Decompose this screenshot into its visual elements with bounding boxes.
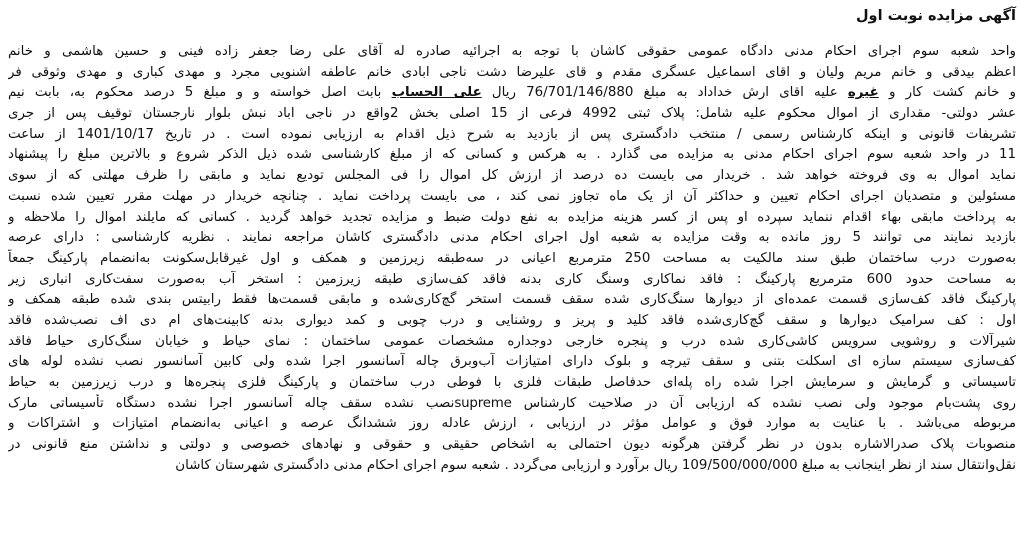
body-line: تاسیساتی و گرمایش و سرمایش اجرا شده راه پله‌ای حدفاصل طبقات فلزی با فوطی درب ساختمان و پارکینگ فلزی پنجره‌ها و درب زیرزمین به حیاط xyxy=(8,375,1016,390)
body-line: به پرداخت مابقی بهاء اقدام ننماید سپرده او پس از کسر هزینه مزایده به نفع دولت ضبط و مزایده تجدید خواهد گردید . کسانی که مایلند اموال را ملاحظه و xyxy=(8,209,1016,225)
body-line: نماید اموال به وی فروخته خواهد شد . خریدار می بایست ده درصد از ارزش کل اموال را فی المجلس تودیع نماید و مابقی را ظرف مهلتی که از سوی xyxy=(8,168,1016,184)
body-line: به مساحت حدود 600 مترمربع پارکینگ : فاقد نماکاری و‌سنگ کاری بدنه فاقد کف‌سازی طبقه زیرزمین : استخر آب به‌صورت سفت‌کاری انباری زیر xyxy=(8,271,1016,287)
notice-title: آگهی مزایده نوبت اول xyxy=(855,8,1016,24)
body-line: واحد شعبه سوم اجرای احکام مدنی دادگاه عمومی حقوقی کاشان با توجه به اجرائیه صادره له آقای علی رضا جعفر زاده فینی و حسین هاشمی و خانم xyxy=(8,44,1016,59)
body-line: شیرآلات و روشویی سرویس کاشی‌کاری شده درب و پنجره خارجی دوجداره مشخصات عمومی ساختمان : نمای حیاط و خیابان سنگ‌کاری حیاط فاقد xyxy=(8,333,1016,349)
body-line: مسئولین و متصدیان اجرای احکام تعیین و حداکثر آن از یک ماه تجاوز نمی کند ، می بایست پرداخت نماید . چنانچه خریدار در مهلت مقرر تعیین شده نسبت xyxy=(8,188,1016,204)
body-line: منصوبات پلاک صدرالاشاره بدون در نظر گرفتن هرگونه دیون احتمالی به اشخاص حقیقی و حقوقی و نهادهای خصوصی و دولتی و نداشتن منع قانونی در xyxy=(8,437,1016,453)
body-line: پارکینگ فاقد کف‌سازی قسمت عمده‌ای از دیوارها سنگ‌کاری شده سقف قسمت استخر گچ‌کاری‌شده و مابقی قسمت‌ها فقط رابیتس بندی شده طبقه همکف و xyxy=(8,292,1016,308)
body-line: به‌صورت درب ساختمان طبق سند مالکیت به مساحت 250 مترمربع اعیانی در سه‌طبقه زیرزمین و همکف و اول غیرقابل‌سکونت به‌انضمام پارکینگ جمعاً xyxy=(8,250,1016,266)
body-line: روی پشت‌بام موجود ولی نصب نشده که ارزیابی آن در صلاحیت کارشناس supremeنصب نشده سقف چاله آسانسور اجرا نشده دستگاه تأسیساتی مارک xyxy=(8,395,1016,411)
body-line: اول : کف سرامیک دیوارها و سقف گچ‌کاری‌شده فاقد کلید و پریز و روشنایی و درب چوبی و کمد دیواری بدنه کابینت‌های ام دی اف نصب‌شده فاقد xyxy=(8,312,1016,328)
body-line: بازدید نمایند می توانند 5 روز مانده به وقت مزایده به شعبه اول اجرای احکام مدنی دادگستری کاشان مراجعه نمایند . نظریه کارشناسی : دارای عرصه xyxy=(8,230,1016,246)
notice-body xyxy=(8,42,1016,476)
emphasis-text: غیره xyxy=(847,85,879,101)
body-line: کف‌سازی سیستم سازه ای اسکلت بتنی و سقف تیرچه و بلوک دارای امتیازات آب‌وبرق چاله آسانسور اجرا شده ولی کابین آسانسور نصب نشده لوله های xyxy=(8,354,1016,370)
body-line-emphasis: و خانم کشت کار و غیره علیه اقای ارش خداداد به مبلغ 76/701/146/880 ریال علی الحساب بابت اصل خواسته و و مبلغ 5 درصد محکوم به، بابت نیم xyxy=(8,85,1016,101)
body-line: 11 در واحد شعبه سوم اجرای احکام مدنی به مزایده می گذارد . به هرکس و کسانی که از مبلغ کارشناسی شده ذیل الذکر شروع و بالاترین مبلغ را پیشنهاد xyxy=(8,147,1016,163)
body-line: مربوطه می‌باشد . با عنایت به موارد فوق و عوامل مؤثر در ارزیابی ، ارزش عادله روز ششدانگ عرصه و اعیانی به‌انضمام امتیازات و اشتراکات و xyxy=(8,416,1016,432)
body-line-last: نقل‌وانتقال سند از نظر اینجانب به مبلغ 109/500/000/000 ریال برآورد و ارزیابی می‌گردد . شعبه سوم اجرای احکام مدنی دادگستری شهرستان کاشان xyxy=(175,457,1016,473)
body-line: تشریفات قانونی و اینکه کارشناس رسمی / منتخب دادگستری پس از بازدید به شرح ذیل اقدام به ارزیابی نموده است . در تاریخ 1401/10/17 از ساعت xyxy=(8,126,1016,142)
emphasis-text: علی الحساب xyxy=(391,85,482,101)
body-line: اعظم بیدقی و خانم مریم ولیان و اقای اسماعیل عسگری مقدم و قای علیرضا دشت ناجی ابادی خانم عاطفه اشنویی مجرد و مهدی کباری و مهدی وثوقی فر xyxy=(8,64,1016,80)
body-line: عشر دولتی- مقداری از اموال محکوم علیه شامل: پلاک ثبتی 4992 فرعی از 15 اصلی بخش 2واقع در ناجی اباد نبش بلوار نارجستان توقیف پس از جری xyxy=(8,106,1016,122)
